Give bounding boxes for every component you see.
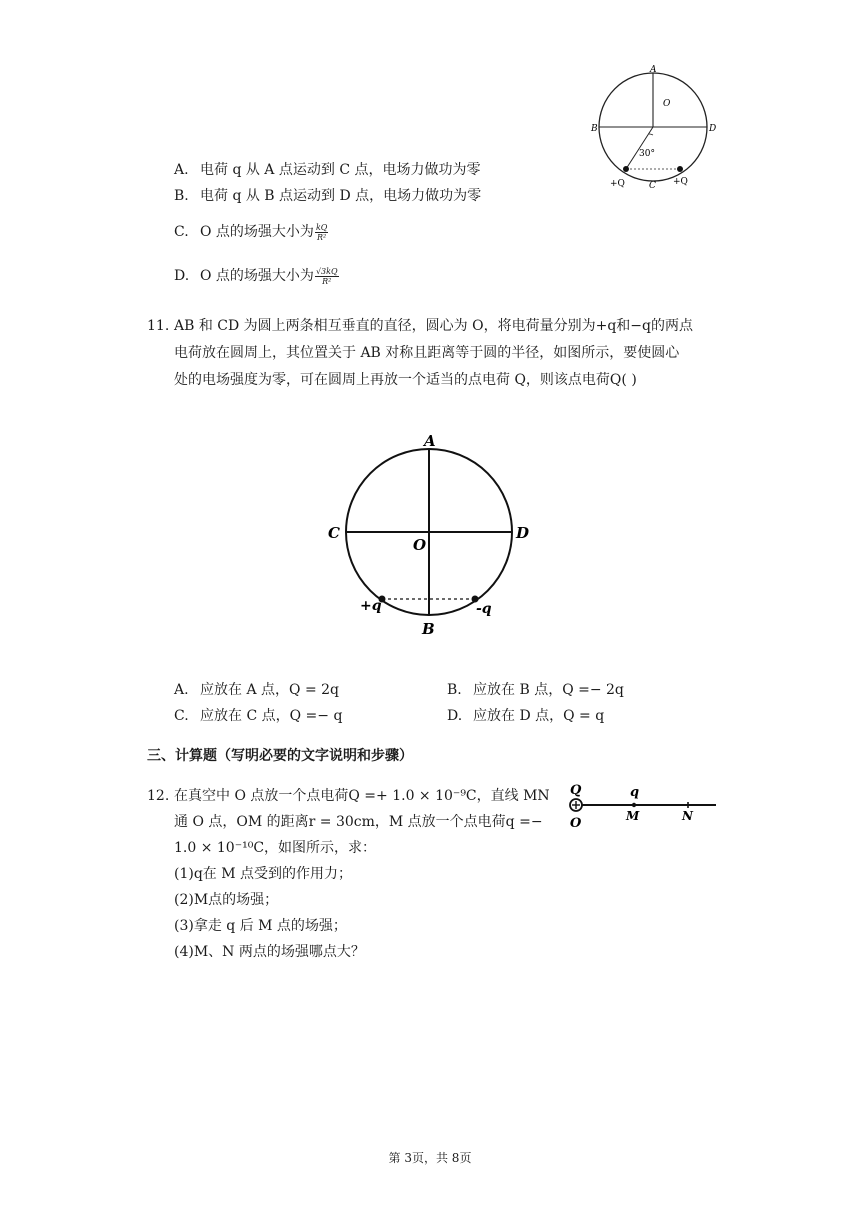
q11-option-d: D. 应放在 D 点，Q = q	[447, 708, 605, 724]
q10-label-d: D	[709, 124, 717, 134]
q11-option-c: C. 应放在 C 点，Q =− q	[174, 708, 343, 724]
q10-option-d-fraction: $\frac{√3kQ}{\text{R²}}$	[315, 266, 338, 286]
q10-charge-left: +Q	[610, 179, 625, 189]
q10-option-c: C. O 点的场强大小为 $\frac{kQ}{\text{R²}}$	[174, 222, 328, 242]
q12-label-o: O	[570, 816, 582, 831]
q10-label-b: B	[591, 124, 598, 134]
q11-circle-figure	[320, 428, 540, 640]
q12-line-1: 在真空中 O 点放一个点电荷Q =+ 1.0 × 10⁻⁹C，直线 MN	[174, 788, 550, 804]
q12-label-n: N	[682, 809, 693, 823]
q10-option-a: A. 电荷 q 从 A 点运动到 C 点，电场力做功为零	[174, 162, 481, 178]
q11-charge-left: +q	[360, 598, 382, 614]
q11-option-a: A. 应放在 A 点，Q = 2q	[174, 682, 339, 698]
q11-label-d: D	[516, 524, 530, 542]
q11-stem-line-2: 电荷放在圆周上，其位置关于 AB 对称且距离等于圆的半径，如图所示，要使圆心	[174, 345, 680, 361]
q12-line-2: 通 O 点，OM 的距离r = 30cm，M 点放一个点电荷q =−	[174, 814, 543, 830]
q10-label-c: C	[649, 181, 656, 191]
q12-line-6: (3)拿走 q 后 M 点的场强；	[174, 918, 347, 934]
q11-label-c: C	[328, 524, 340, 542]
q11-charge-right: -q	[476, 601, 492, 617]
q11-stem-line-1: AB 和 CD 为圆上两条相互垂直的直径，圆心为 O，将电荷量分别为+q和−q的两点	[174, 318, 693, 334]
q11-stem-line-3: 处的电场强度为零，可在圆周上再放一个适当的点电荷 Q，则该点电荷Q( )	[174, 372, 637, 388]
q11-label-o: O	[413, 536, 427, 554]
q10-option-d: D. O 点的场强大小为 $\frac{√3kQ}{\text{R²}}$	[174, 266, 338, 286]
q12-line-5: (2)M点的场强；	[174, 892, 279, 908]
q10-option-c-fraction: $\frac{kQ}{\text{R²}}$	[315, 222, 328, 242]
q12-label-q-test: q	[630, 785, 640, 800]
q12-label-q-source: Q	[570, 783, 582, 798]
q12-line-figure	[562, 780, 722, 832]
q11-label-a: A	[424, 432, 436, 450]
q10-circle-figure	[585, 62, 720, 197]
page-footer: 第 3页，共 8页	[388, 1151, 472, 1165]
q12-line-4: (1)q在 M 点受到的作用力；	[174, 866, 353, 882]
q10-label-a: A	[650, 65, 657, 75]
q11-label-b: B	[422, 620, 435, 638]
q10-angle-label: 30°	[639, 149, 655, 159]
q12-number: 12.	[147, 788, 170, 804]
q12-line-3: 1.0 × 10⁻¹⁰C，如图所示，求：	[174, 840, 377, 856]
q11-number: 11.	[147, 318, 170, 334]
q12-line-7: (4)M、N 两点的场强哪点大？	[174, 944, 365, 960]
q11-option-b: B. 应放在 B 点，Q =− 2q	[447, 682, 624, 698]
q12-label-m: M	[626, 809, 640, 823]
q10-label-o: O	[663, 99, 671, 109]
section-3-title: 三、计算题（写明必要的文字说明和步骤）	[147, 748, 413, 764]
q10-option-b: B. 电荷 q 从 B 点运动到 D 点，电场力做功为零	[174, 188, 482, 204]
q10-charge-right: +Q	[673, 177, 688, 187]
